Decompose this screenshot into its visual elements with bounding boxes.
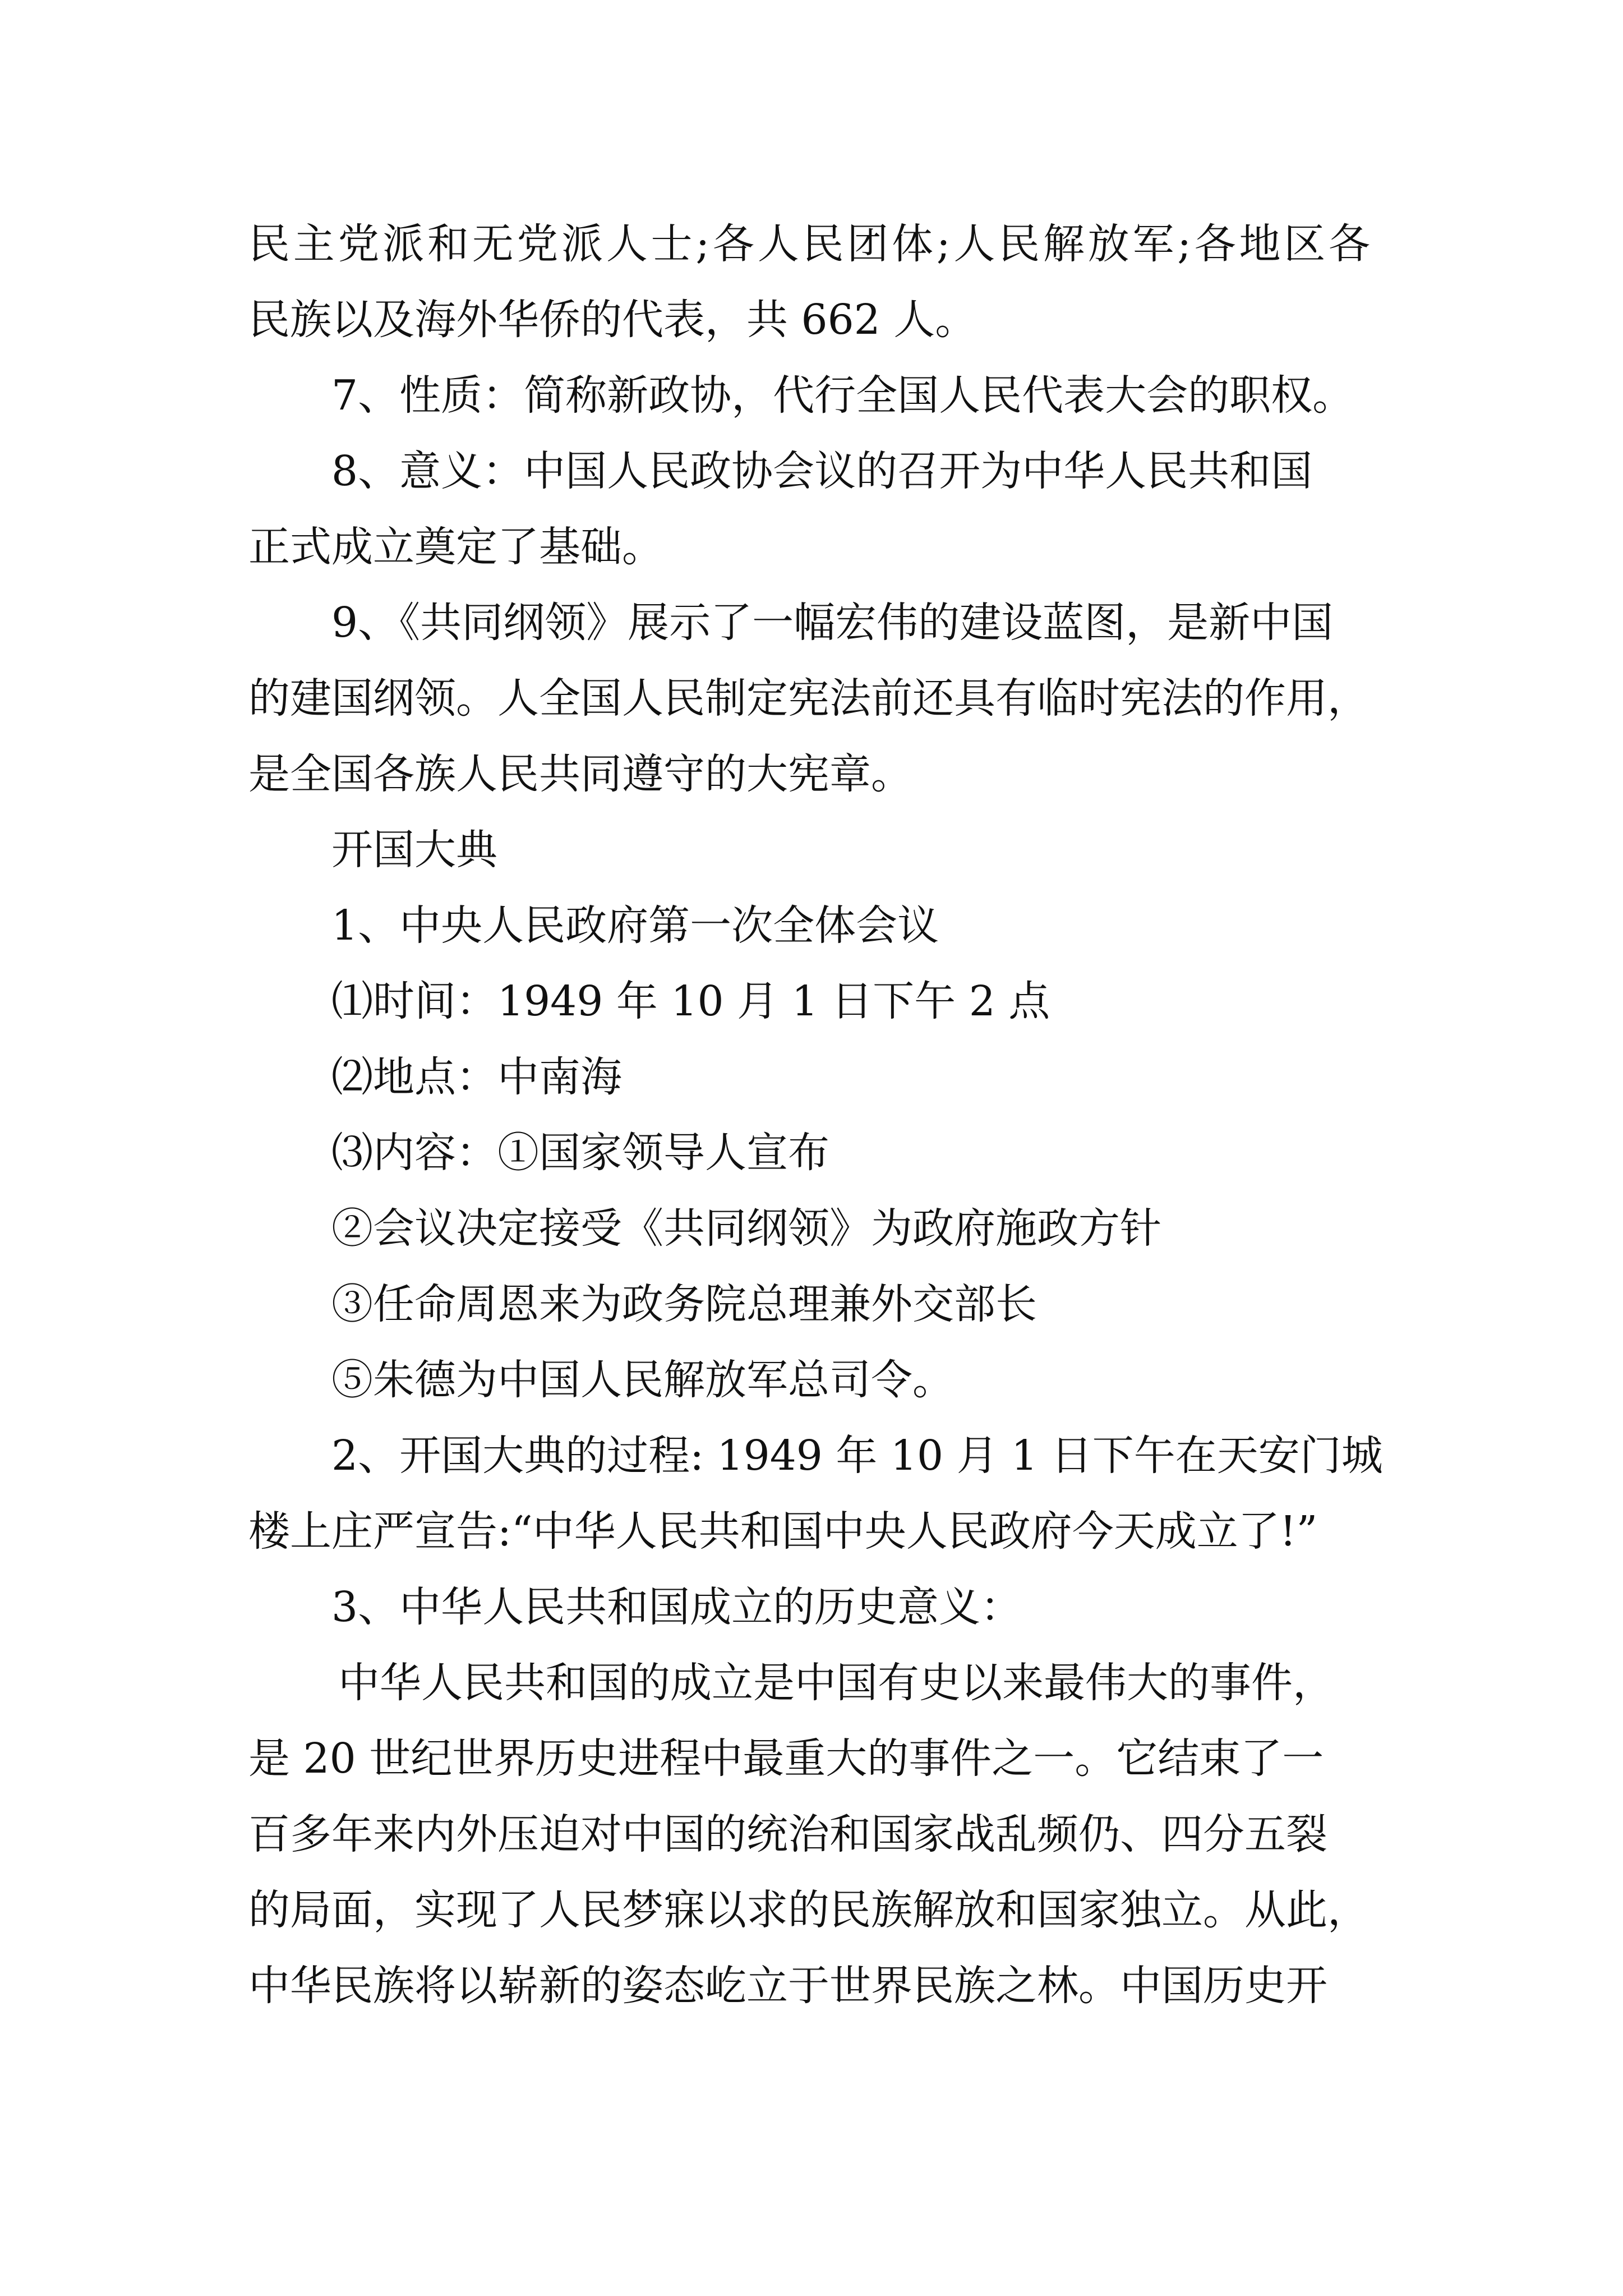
text-line: 7、性质：简称新政协，代行全国人民代表大会的职权。 [331, 371, 1354, 420]
text-line: 的局面，实现了人民梦寐以求的民族解放和国家独立。从此， [248, 1886, 1369, 1934]
text-line: ⑶内容：①国家领导人宣布 [331, 1129, 829, 1177]
text-line: ⑤朱德为中国人民解放军总司令。 [331, 1356, 954, 1404]
text-line: ⑴时间：1949 年 10 月 1 日下午 2 点 [331, 977, 1050, 1025]
text-line: ②会议决定接受《共同纲领》为政府施政方针 [331, 1204, 1161, 1253]
text-line: 百多年来内外压迫对中国的统治和国家战乱频仍、四分五裂 [248, 1810, 1327, 1858]
text-line: 中华民族将以崭新的姿态屹立于世界民族之林。中国历史开 [248, 1962, 1327, 2010]
text-line: 9、《共同纲领》展示了一幅宏伟的建设蓝图，是新中国 [331, 599, 1334, 647]
text-line: 正式成立奠定了基础。 [248, 523, 663, 571]
text-line: 民主党派和无党派人士;各人民团体;人民解放军;各地区各 [248, 220, 1370, 268]
text-line: 是 20 世纪世界历史进程中最重大的事件之一。它结束了一 [248, 1734, 1324, 1783]
document-body [248, 206, 1393, 2024]
text-line: 2、开国大典的过程: 1949 年 10 月 1 日下午在天安门城 [331, 1432, 1383, 1480]
text-line: ⑵地点：中南海 [331, 1053, 622, 1101]
text-line: ③任命周恩来为政务院总理兼外交部长 [331, 1280, 1037, 1328]
section-heading: 开国大典 [331, 826, 497, 874]
text-line: 是全国各族人民共同遵守的大宪章。 [248, 750, 912, 798]
text-line: 的建国纲领。人全国人民制定宪法前还具有临时宪法的作用， [248, 674, 1369, 723]
text-line: 8、意义：中国人民政协会议的召开为中华人民共和国 [331, 447, 1313, 495]
text-line: 1、中央人民政府第一次全体会议 [331, 901, 939, 950]
text-line: 楼上庄严宣告:“中华人民共和国中央人民政府今天成立了!” [248, 1507, 1318, 1556]
text-line: 中华人民共和国的成立是中国有史以来最伟大的事件， [338, 1659, 1334, 1707]
text-line: 民族以及海外华侨的代表，共 662 人。 [248, 296, 977, 344]
text-line: 3、中华人民共和国成立的历史意义： [331, 1583, 1022, 1631]
